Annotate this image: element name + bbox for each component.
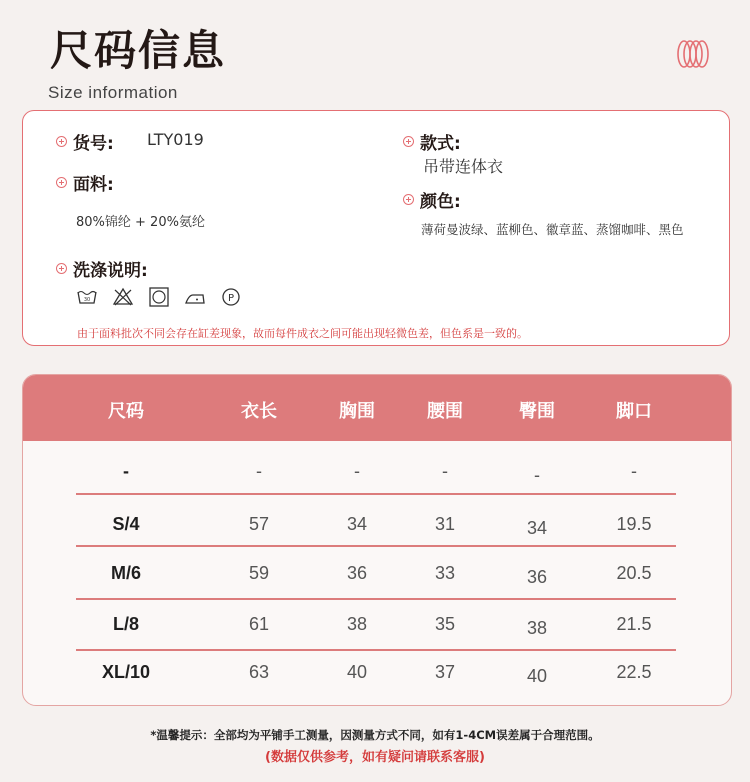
style-field: [403, 129, 461, 154]
style-value: 吊带连体衣: [423, 157, 504, 176]
product-info-card: [22, 110, 730, 346]
wash-30-icon: [76, 287, 98, 307]
header-waist: 腰围: [427, 401, 463, 422]
plus-circle-icon: [56, 177, 67, 188]
wash-icons-row: [76, 287, 242, 307]
chest-cell: 38: [346, 614, 368, 634]
row-divider: [76, 598, 676, 600]
row-divider: [76, 649, 676, 651]
wash-label: 洗涤说明:: [73, 261, 148, 281]
plus-circle-icon: [403, 136, 414, 147]
page-subtitle: Size information: [48, 83, 178, 102]
iron-low-icon: [184, 287, 206, 307]
chest-cell: 40: [346, 662, 368, 682]
hem-cell: -: [631, 461, 637, 481]
plus-circle-icon: [56, 263, 67, 274]
header-size: 尺码: [108, 401, 144, 422]
row-divider: [76, 545, 676, 547]
rings-decoration-icon: [676, 38, 712, 70]
hem-cell: 22.5: [616, 662, 652, 682]
waist-cell: 33: [434, 563, 456, 583]
row-divider: [76, 493, 676, 495]
length-cell: 59: [248, 563, 270, 583]
hip-cell: -: [534, 465, 540, 485]
plus-circle-icon: [56, 136, 67, 147]
hem-cell: 19.5: [616, 514, 652, 534]
size-table: [22, 374, 732, 706]
length-cell: 63: [248, 662, 270, 682]
waist-cell: 35: [434, 614, 456, 634]
size-cell: XL/10: [101, 662, 151, 682]
fabric-field: [56, 170, 114, 195]
reference-note: (数据仅供参考，如有疑问请联系客服): [265, 750, 485, 765]
hem-cell: 21.5: [616, 614, 652, 634]
hip-cell: 34: [526, 518, 548, 538]
item-no-field: [56, 129, 114, 154]
item-no-label: 货号:: [73, 134, 114, 154]
header-hem: 脚口: [616, 401, 652, 422]
hip-cell: 40: [526, 666, 548, 686]
style-label: 款式:: [420, 134, 461, 154]
length-cell: 57: [248, 514, 270, 534]
dry-clean-p-icon: [220, 287, 242, 307]
waist-cell: 31: [434, 514, 456, 534]
header-hip: 臀围: [519, 401, 555, 422]
length-cell: -: [256, 461, 262, 481]
waist-cell: 37: [434, 662, 456, 682]
svg-text:30: 30: [83, 297, 91, 303]
plus-circle-icon: [403, 194, 414, 205]
header-chest: 胸围: [339, 401, 375, 422]
waist-cell: -: [442, 461, 448, 481]
fabric-value: 80%锦纶 + 20%氨纶: [76, 215, 205, 230]
size-cell: M/6: [110, 563, 142, 583]
chest-cell: -: [354, 461, 360, 481]
page-title: 尺码信息: [50, 26, 227, 75]
color-label: 颜色:: [420, 192, 461, 212]
size-cell: S/4: [112, 514, 140, 534]
svg-text:P: P: [227, 293, 235, 304]
size-cell: -: [123, 461, 129, 481]
color-value: 薄荷曼波绿、蓝柳色、徽章蓝、蒸馏咖啡、黑色: [421, 222, 684, 237]
fabric-label: 面料:: [73, 175, 114, 195]
hem-cell: 20.5: [616, 563, 652, 583]
length-cell: 61: [248, 614, 270, 634]
hip-cell: 36: [526, 567, 548, 587]
item-no-value: LTY019: [147, 130, 204, 149]
measurement-tip: *温馨提示：全部均为平铺手工测量，因测量方式不同，如有1-4CM误差属于合理范围。: [150, 728, 600, 742]
wash-field: [56, 256, 148, 281]
tumble-dry-icon: [148, 287, 170, 307]
header-length: 衣长: [241, 401, 277, 422]
table-header-row: [23, 375, 731, 441]
color-variance-note: 由于面料批次不同会存在缸差现象，故而每件成衣之间可能出现轻微色差，但色系是一致的。: [77, 327, 528, 340]
chest-cell: 36: [346, 563, 368, 583]
chest-cell: 34: [346, 514, 368, 534]
size-cell: L/8: [112, 614, 140, 634]
hip-cell: 38: [526, 618, 548, 638]
color-field: [403, 187, 461, 212]
no-bleach-icon: [112, 287, 134, 307]
